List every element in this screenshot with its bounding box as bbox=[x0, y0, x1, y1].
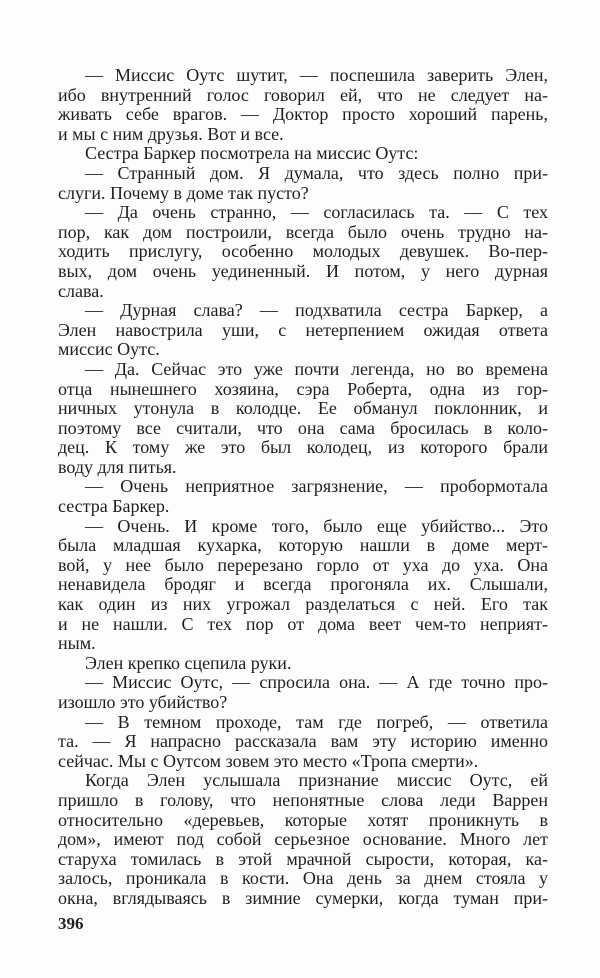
paragraph bbox=[58, 66, 548, 144]
text-line: изошло это убийство? bbox=[58, 692, 228, 712]
paragraph bbox=[58, 144, 548, 164]
text-line: пришло в голову, что непонятные слова леди Варрен bbox=[58, 789, 548, 810]
text-line: поэтому все считали, что она сама бросилась в коло- bbox=[58, 417, 548, 438]
text-line: сестра Баркер. bbox=[58, 496, 170, 517]
paragraph bbox=[58, 360, 548, 478]
text-line: Элен навострила уши, с нетерпением ожидая ответа bbox=[58, 319, 548, 340]
paragraph bbox=[58, 713, 548, 772]
page-number: 396 bbox=[58, 914, 84, 933]
text-line: — Очень неприятное загрязнение, — пробормотала bbox=[85, 476, 548, 497]
paragraph bbox=[58, 203, 548, 301]
text-line: — В темном проходе, там где погреб, — ответила bbox=[85, 711, 548, 732]
text-line: — Миссис Оутс шутит, — поспешила заверить Элен, bbox=[85, 65, 548, 85]
text-line: Сестра Баркер посмотрела на миссис Оутс: bbox=[85, 143, 419, 164]
text-line: дом», имеют под собой серьезное основание. Много лет bbox=[58, 829, 548, 850]
text-line: и не нашли. С тех пор от дома веет чем-то неприят- bbox=[58, 613, 548, 634]
text-line: ным. bbox=[58, 633, 96, 654]
paragraph bbox=[58, 517, 548, 654]
text-line: миссис Оутс. bbox=[58, 339, 160, 360]
text-line: была младшая кухарка, которую нашли в доме мерт- bbox=[58, 535, 548, 556]
text-line: — Да. Сейчас это уже почти легенда, но во времена bbox=[85, 358, 548, 379]
text-line: дец. К тому же это был колодец, из которого брали bbox=[58, 437, 548, 458]
text-line: воду для питья. bbox=[58, 456, 177, 477]
text-line: отца нынешнего хозяина, сэра Роберта, одна из гор- bbox=[58, 378, 548, 399]
text-line: залось, проникала в кости. Она день за днем стояла у bbox=[58, 868, 548, 889]
text-line: ненавидела бродяг и всегда прогоняла их. Слышали, bbox=[58, 574, 548, 595]
text-line: — Странный дом. Я думала, что здесь полно при- bbox=[85, 162, 548, 183]
text-line: ибо внутренний голос говорил ей, что не следует на- bbox=[58, 84, 548, 105]
paragraph bbox=[58, 771, 548, 908]
text-line: пор, как дом построили, всегда было очень трудно на- bbox=[58, 221, 548, 242]
text-line: — Да очень странно, — согласилась та. — С тех bbox=[85, 202, 548, 223]
text-line: Элен крепко сцепила руки. bbox=[85, 652, 292, 673]
text-line: вых, дом очень уединенный. И потом, у него дурная bbox=[58, 260, 548, 281]
text-line: как один из них угрожал разделаться с ней. Его так bbox=[58, 594, 548, 615]
text-line: слава. bbox=[58, 280, 104, 301]
text-line: Когда Элен услышала признание миссис Оутс, ей bbox=[85, 770, 548, 791]
text-line: — Миссис Оутс, — спросила она. — А где точно про- bbox=[85, 672, 548, 693]
text-line: старуха томилась в этой мрачной сырости, которая, ка- bbox=[58, 848, 548, 869]
text-line: окна, вглядываясь в зимние сумерки, когда туман при- bbox=[58, 887, 548, 908]
text-line: ничных утонула в колодце. Ее обманул поклонник, и bbox=[58, 398, 548, 419]
text-line: сейчас. Мы с Оутсом зовем это место «Тропа смерти». bbox=[58, 750, 479, 771]
text-line: та. — Я напрасно рассказала вам эту историю именно bbox=[58, 731, 548, 752]
paragraph bbox=[58, 673, 548, 712]
text-line: и мы с ним друзья. Вот и все. bbox=[58, 123, 284, 144]
text-line: — Дурная слава? — подхватила сестра Баркер, а bbox=[85, 300, 548, 321]
paragraph bbox=[58, 164, 548, 203]
text-line: вой, у нее было перерезано горло от уха до уха. Она bbox=[58, 554, 548, 575]
text-line: слуги. Почему в доме так пусто? bbox=[58, 182, 309, 203]
book-page-text bbox=[58, 66, 548, 909]
paragraph bbox=[58, 477, 548, 516]
text-line: живать себе врагов. — Доктор просто хороший парень, bbox=[58, 104, 548, 125]
text-line: — Очень. И кроме того, было еще убийство... Это bbox=[85, 515, 548, 536]
text-line: ходить прислугу, особенно молодых девушек. Во-пер- bbox=[58, 241, 548, 262]
text-line: относительно «деревьев, которые хотят проникнуть в bbox=[58, 809, 548, 830]
paragraph bbox=[58, 301, 548, 360]
paragraph bbox=[58, 654, 548, 674]
